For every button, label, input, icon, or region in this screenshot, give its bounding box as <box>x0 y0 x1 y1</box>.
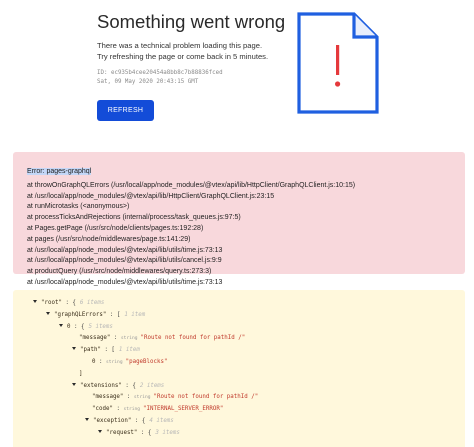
json-key: "message" <box>79 335 111 342</box>
json-tree-row <box>79 370 83 379</box>
error-message <box>97 40 268 62</box>
json-key: "exception" <box>93 418 132 424</box>
expand-caret-icon[interactable] <box>98 430 102 433</box>
json-string-value[interactable]: "INTERNAL_SERVER_ERROR" <box>143 406 224 413</box>
expand-caret-icon[interactable] <box>33 300 37 303</box>
expand-caret-icon[interactable] <box>59 324 63 327</box>
error-page-header <box>0 0 474 150</box>
stack-trace-line: at pages (/usr/src/node/middlewares/page.ts:141:29) <box>27 235 191 243</box>
json-tree-row[interactable] <box>72 346 140 355</box>
expand-caret-icon[interactable] <box>72 347 76 350</box>
json-key: 0 <box>92 359 96 365</box>
page-title: Something went wrong <box>97 11 286 32</box>
json-item-count: 1 item <box>124 311 146 318</box>
json-tree-row[interactable] <box>72 382 164 391</box>
json-tree-row <box>92 405 223 414</box>
refresh-button[interactable]: REFRESH <box>97 100 154 121</box>
json-tree-row[interactable] <box>46 311 145 320</box>
json-punct: : [ <box>100 347 115 354</box>
json-type-label: string <box>120 336 138 342</box>
expand-caret-icon[interactable] <box>46 312 50 315</box>
error-headline-text: Error: pages-graphql <box>27 168 92 175</box>
json-tree-row <box>92 358 167 367</box>
json-punct: : <box>123 394 134 401</box>
error-date: Sat, 09 May 2020 20:43:15 GMT <box>97 79 199 85</box>
expand-caret-icon[interactable] <box>85 418 89 421</box>
json-tree-row[interactable] <box>85 417 174 426</box>
json-item-count: 1 item <box>118 347 140 354</box>
error-stack-trace <box>27 167 355 289</box>
expand-caret-icon[interactable] <box>72 383 76 386</box>
json-type-label: string <box>133 395 151 401</box>
json-key: "path" <box>80 347 101 354</box>
json-key: "graphQLErrors" <box>54 311 107 318</box>
json-string-value[interactable]: "Route not found for pathId /" <box>140 335 246 342</box>
json-punct: : [ <box>106 311 121 318</box>
json-tree-row[interactable] <box>33 299 104 308</box>
json-tree-row[interactable] <box>98 429 180 438</box>
json-key: "extensions" <box>80 382 122 389</box>
json-item-count: 5 items <box>88 323 113 330</box>
stack-trace-line: at Pages.getPage (/usr/src/node/clients/pages.ts:192:28) <box>27 224 204 232</box>
json-punct: : { <box>61 300 76 306</box>
error-metadata <box>97 69 223 87</box>
json-key: "code" <box>92 406 113 413</box>
stack-trace-line: at /usr/local/app/node_modules/@vtex/api/lib/utils/time.js:73:13 <box>27 278 223 286</box>
json-key: "request" <box>106 429 138 436</box>
json-punct: : <box>110 335 121 342</box>
json-type-label: string <box>123 407 141 413</box>
json-string-value[interactable]: "pageBlocks" <box>125 359 168 365</box>
json-tree-row <box>79 334 245 343</box>
error-document-icon <box>296 12 380 115</box>
stack-trace-line: at /usr/local/app/node_modules/@vtex/api/lib/HttpClient/GraphQLClient.js:23:15 <box>27 192 275 200</box>
json-item-count: 4 items <box>149 418 174 424</box>
json-punct: : <box>95 359 106 365</box>
json-punct: : { <box>70 323 85 330</box>
error-headline[interactable] <box>27 167 355 178</box>
error-message-line-1: There was a technical problem loading this page. <box>97 41 263 50</box>
json-inspector-panel[interactable] <box>13 290 465 447</box>
json-item-count: 6 items <box>79 300 105 306</box>
json-type-label: string <box>105 360 123 365</box>
stack-trace-line: at /usr/local/app/node_modules/@vtex/api/lib/utils/cancel.js:9:9 <box>27 257 222 265</box>
json-key: ] <box>79 370 83 377</box>
json-punct: : { <box>121 382 136 389</box>
stack-trace-line: at throwOnGraphQLErrors (/usr/local/app/node_modules/@vtex/api/lib/HttpClient/GraphQLClient.js:10:15) <box>27 181 356 189</box>
json-string-value[interactable]: "Route not found for pathId /" <box>153 394 259 401</box>
stack-trace-line: at /usr/local/app/node_modules/@vtex/api/lib/utils/time.js:73:13 <box>27 246 223 254</box>
stack-trace-line: at productQuery (/usr/src/node/middlewares/query.ts:273:3) <box>27 268 212 276</box>
json-key: "root" <box>41 300 62 306</box>
json-item-count: 2 items <box>139 382 165 389</box>
json-tree-row <box>92 393 258 402</box>
error-stack-panel <box>13 152 465 286</box>
json-punct: : <box>112 406 124 413</box>
json-punct: : { <box>137 429 152 436</box>
json-key: 0 <box>67 323 71 330</box>
stack-trace-line: at runMicrotasks (<anonymous>) <box>27 203 130 211</box>
json-punct: : { <box>131 418 146 424</box>
stack-trace-line: at processTicksAndRejections (internal/process/task_queues.js:97:5) <box>27 214 241 222</box>
error-id: ID: ec935b4cee20454a8bb8c7b88836fced <box>97 70 223 76</box>
json-key: "message" <box>92 394 124 401</box>
json-tree-row[interactable] <box>59 323 113 332</box>
error-message-line-2: Try refreshing the page or come back in 5 minutes. <box>97 52 269 61</box>
json-item-count: 3 items <box>155 429 180 436</box>
